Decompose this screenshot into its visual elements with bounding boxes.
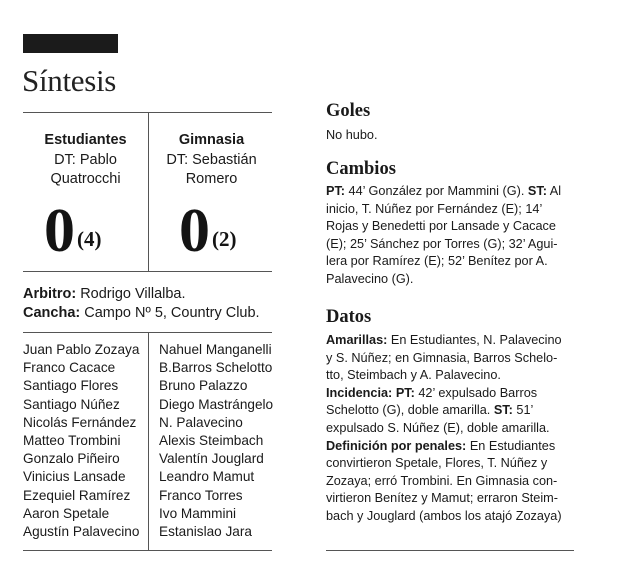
team-name: Estudiantes: [44, 132, 127, 148]
team-estudiantes: [23, 131, 148, 190]
divider-middle: [23, 271, 272, 272]
text-line: [326, 402, 578, 420]
text-line: [326, 271, 578, 289]
player-name: B.Barros Schelotto: [159, 360, 273, 376]
bold-label: Incidencia:: [326, 385, 393, 400]
player-name: Ivo Mammini: [159, 505, 237, 521]
text-line: [326, 201, 578, 219]
player-name: N. Palavecino: [159, 414, 243, 430]
page-title: Síntesis: [22, 63, 117, 98]
score-gimnasia: [179, 196, 237, 266]
player-name: Diego Mastrángelo: [159, 396, 274, 412]
bold-label: Definición por penales:: [326, 438, 467, 453]
goals-heading: Goles: [326, 101, 371, 121]
data-text: [326, 332, 578, 526]
bold-label: PT:: [395, 385, 415, 400]
text-run: Rojas y Benedetti por Lansade y Cacace: [326, 219, 556, 234]
text-run: convirtieron Spetale, Flores, T. Núñez y: [326, 456, 548, 471]
text-run: bach y Jouglard (ambos los atajó Zozaya): [326, 508, 562, 523]
player-name: Gonzalo Piñeiro: [23, 451, 120, 467]
player-name: Nicolás Fernández: [23, 414, 137, 430]
text-run: y S. Núñez; en Gimnasia, Barros Schelo-: [326, 350, 558, 365]
text-line: [326, 218, 578, 236]
text-line: [326, 438, 578, 456]
text-line: [326, 183, 578, 201]
substitutions-heading: Cambios: [326, 159, 396, 179]
text-run: En Estudiantes, N. Palavecino: [387, 333, 562, 347]
player-name: Vinicius Lansade: [23, 469, 126, 485]
venue-info: [23, 304, 260, 323]
coach-line: Quatrocchi: [50, 171, 121, 187]
section-marker-bar: [23, 34, 118, 53]
score-value: 0: [44, 197, 75, 265]
player-name: Santiago Núñez: [23, 396, 120, 412]
bold-label: ST:: [493, 403, 513, 418]
player-name: Valentín Jouglard: [159, 451, 264, 467]
score-value: 0: [179, 197, 210, 265]
text-line: [326, 367, 578, 385]
bold-label: ST:: [527, 184, 547, 198]
penalty-score: (4): [77, 227, 102, 251]
player-name: Matteo Trombini: [23, 433, 121, 449]
text-run: inicio, T. Núñez por Fernández (E); 14’: [326, 201, 543, 216]
player-name: Juan Pablo Zozaya: [23, 342, 140, 357]
referee-label: Arbitro:: [23, 286, 77, 302]
text-run: expulsado S. Núñez (E), doble amarilla.: [326, 420, 550, 435]
coach-line: Romero: [185, 171, 238, 187]
text-run: En Estudiantes: [466, 438, 556, 453]
divider-bottom-left: [23, 550, 272, 551]
player-name: Agustín Palavecino: [23, 524, 140, 540]
text-run: tto, Steimbach y A. Palavecino.: [326, 368, 501, 383]
divider-bottom-right: [326, 550, 574, 551]
text-line: [326, 473, 578, 491]
text-line: [326, 350, 578, 368]
coach-line: DT: Sebastián: [166, 151, 257, 168]
text-line: [326, 253, 578, 271]
coach-line: DT: Pablo: [54, 151, 117, 168]
player-name: Franco Cacace: [23, 360, 116, 376]
text-run: (E); 25’ Sánchez por Torres (G); 32’ Agui-: [326, 236, 558, 251]
score-estudiantes: [44, 196, 102, 266]
penalty-score: (2): [212, 227, 237, 251]
text-run: Schelotto (G), doble amarilla.: [326, 403, 494, 418]
player-name: Leandro Mamut: [159, 469, 255, 485]
referee-info: [23, 285, 186, 304]
lineup-gimnasia: [159, 341, 273, 541]
team-name: Gimnasia: [178, 132, 245, 148]
player-name: Alexis Steimbach: [159, 433, 264, 449]
text-line: [326, 236, 578, 254]
text-line: [326, 385, 578, 403]
player-name: Nahuel Manganelli: [159, 342, 272, 357]
bold-label: Amarillas:: [326, 333, 388, 347]
referee-value: Rodrigo Villalba.: [76, 286, 186, 302]
player-name: Estanislao Jara: [159, 524, 252, 540]
text-run: virtieron Benítez y Mamut; erraron Steim-: [326, 491, 558, 506]
divider-vertical-lineups: [148, 333, 149, 550]
player-name: Franco Torres: [159, 487, 243, 503]
text-line: [326, 508, 578, 526]
text-run: Palavecino (G).: [326, 271, 414, 286]
venue-value: Campo Nº 5, Country Club.: [80, 305, 260, 321]
player-name: Bruno Palazzo: [159, 378, 248, 394]
text-run: Al: [546, 184, 562, 198]
data-heading: Datos: [326, 307, 372, 327]
text-run: Zozaya; erró Trombini. En Gimnasia con-: [326, 473, 558, 488]
venue-label: Cancha:: [23, 305, 81, 321]
text-run: 42’ expulsado Barros: [414, 385, 538, 400]
text-line: [326, 332, 578, 350]
player-name: Aaron Spetale: [23, 505, 110, 521]
text-line: [326, 490, 578, 508]
lineup-estudiantes: [23, 341, 139, 541]
bold-label: PT:: [326, 184, 346, 198]
text-run: lera por Ramírez (E); 52’ Benítez por A.: [326, 254, 548, 269]
player-name: Ezequiel Ramírez: [23, 487, 131, 503]
substitutions-text: [326, 183, 578, 289]
player-name: Santiago Flores: [23, 378, 119, 394]
text-run: 51’: [512, 403, 534, 418]
goals-text: No hubo.: [326, 128, 378, 142]
text-line: [326, 420, 578, 438]
team-gimnasia: [149, 131, 274, 190]
text-run: 44’ González por Mammini (G).: [345, 184, 528, 198]
text-line: [326, 455, 578, 473]
